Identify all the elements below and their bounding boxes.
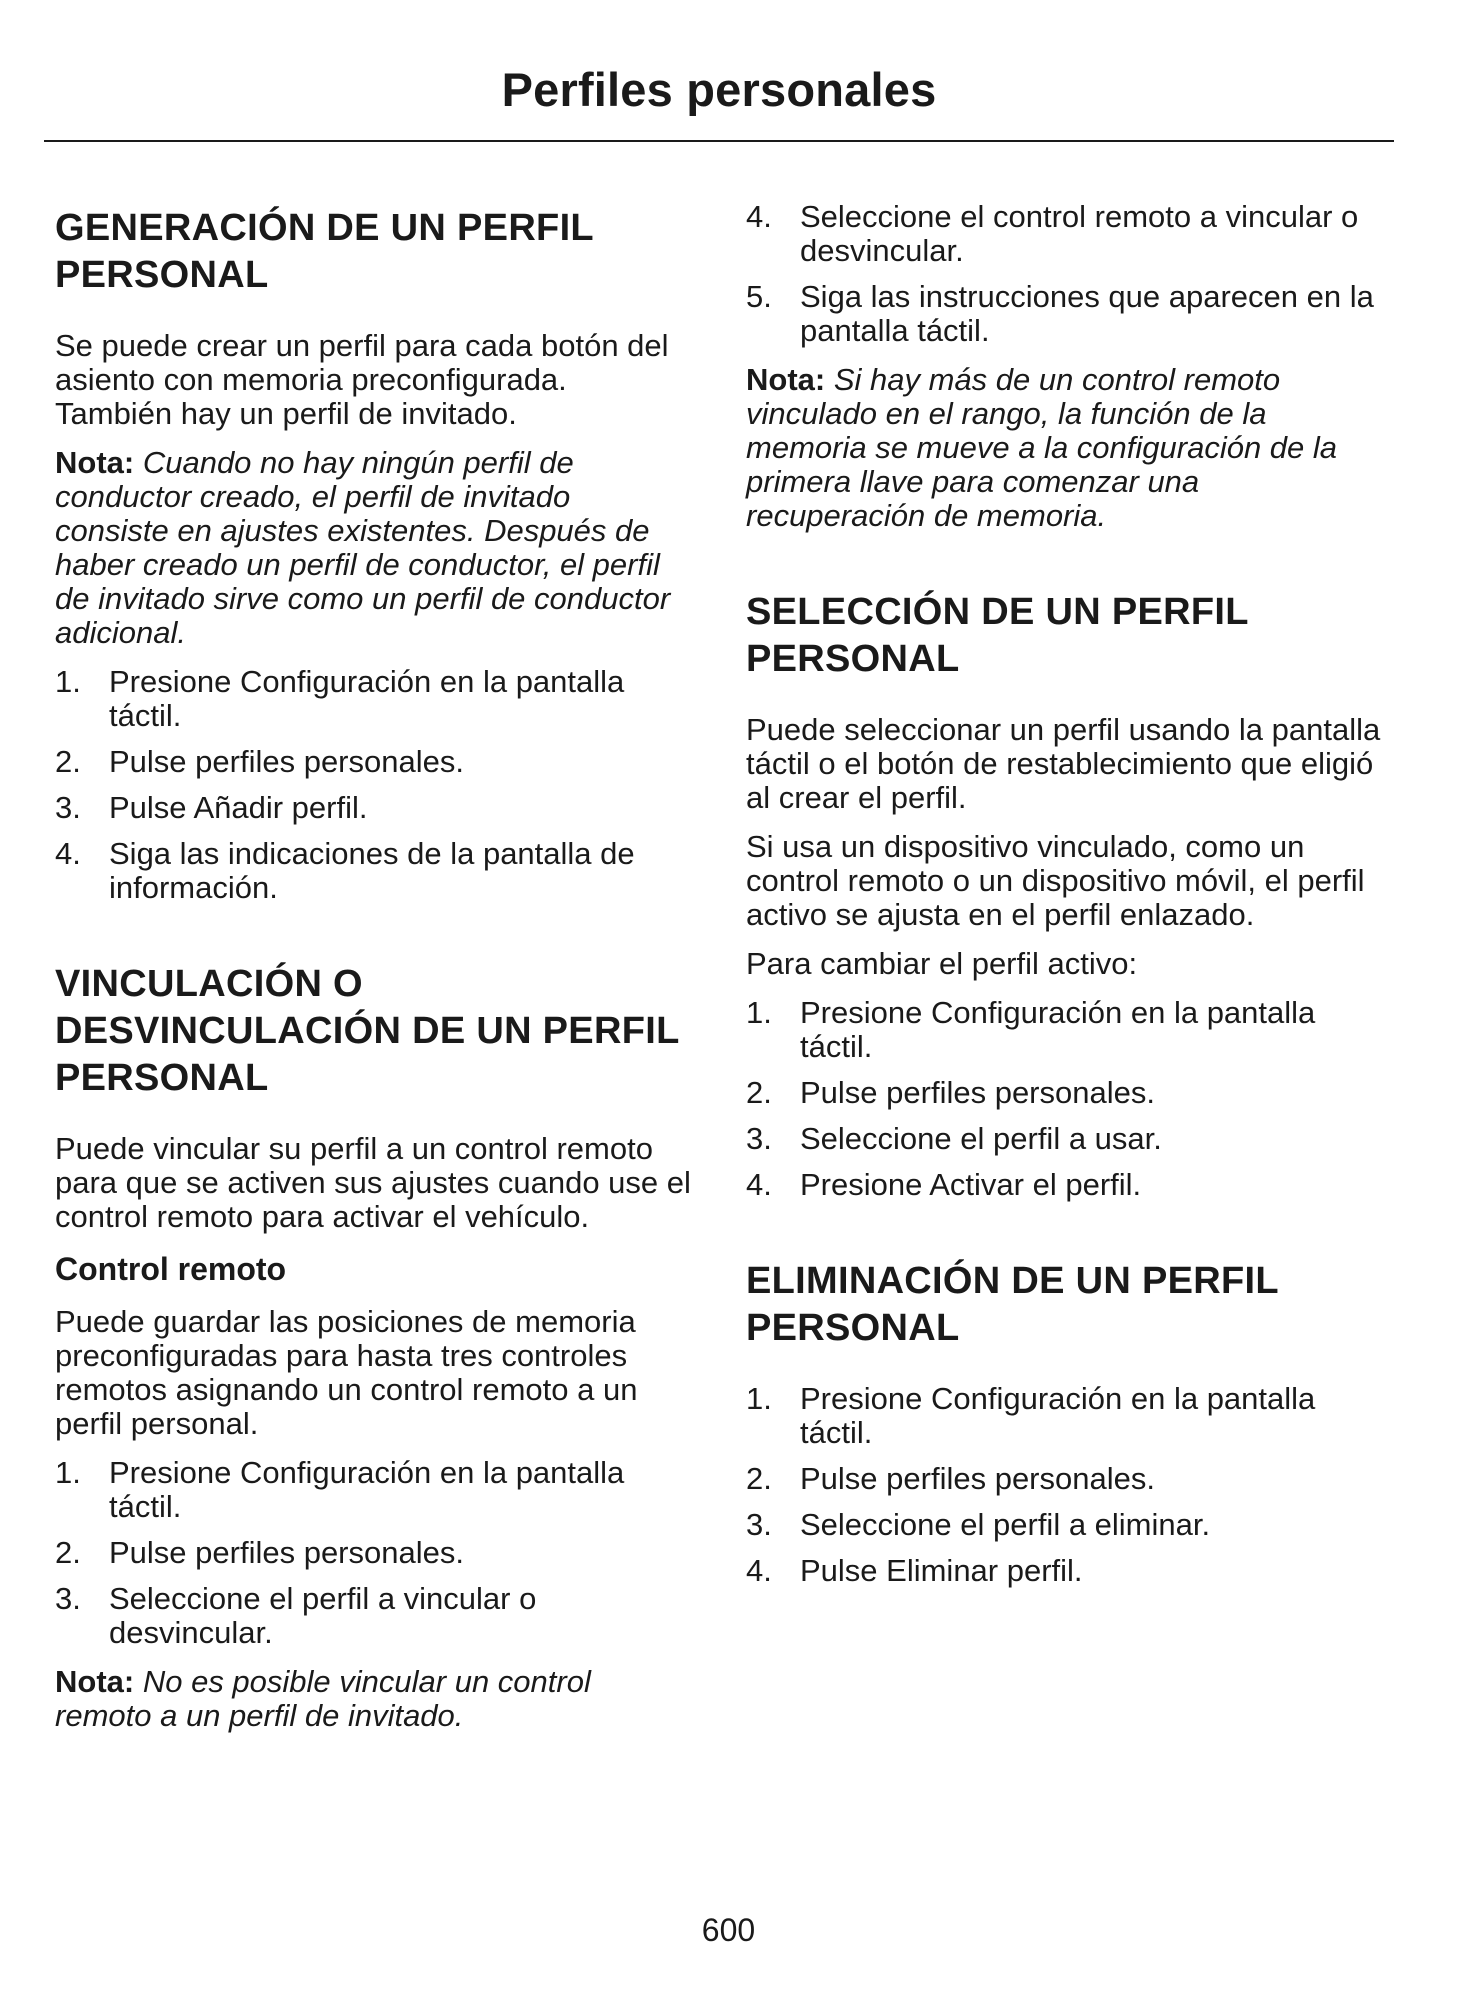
step-number: 2. bbox=[746, 1075, 772, 1110]
step-text: Presione Configuración en la pantalla táctil. bbox=[109, 664, 625, 733]
paragraph: Puede seleccionar un perfil usando la pantalla táctil o el botón de restablecimiento que eligió al crear el perfil. bbox=[746, 712, 1381, 815]
step-text: Pulse perfiles personales. bbox=[800, 1075, 1155, 1110]
paragraph: Para cambiar el perfil activo: bbox=[746, 946, 1138, 981]
step-number: 1. bbox=[55, 1455, 81, 1490]
steps-list bbox=[746, 200, 1386, 348]
step-text: Seleccione el perfil a usar. bbox=[800, 1121, 1162, 1156]
list-item bbox=[55, 791, 691, 825]
list-item bbox=[55, 1582, 691, 1650]
paragraph: Si usa un dispositivo vinculado, como un control remoto o un dispositivo móvil, el perfil activo se ajusta en el perfil enlazado. bbox=[746, 829, 1365, 932]
step-text: Seleccione el perfil a eliminar. bbox=[800, 1507, 1211, 1542]
step-number: 3. bbox=[55, 790, 81, 825]
list-item bbox=[746, 1168, 1386, 1202]
step-text: Pulse perfiles personales. bbox=[800, 1461, 1155, 1496]
section-continuation bbox=[746, 200, 1386, 533]
section-vinculacion bbox=[55, 961, 691, 1733]
right-column bbox=[746, 200, 1386, 1603]
note-label: Nota: bbox=[55, 445, 135, 480]
step-text: Siga las indicaciones de la pantalla de información. bbox=[109, 836, 635, 905]
note-text: Cuando no hay ningún perfil de conductor creado, el perfil de invitado consiste en ajustes existentes. Después de haber creado un perfil de conductor, el perfil de invitado sirve como un perfil de conductor adicional. bbox=[55, 445, 671, 650]
step-number: 4. bbox=[746, 1167, 772, 1202]
step-text: Seleccione el control remoto a vincular o desvincular. bbox=[800, 199, 1359, 268]
list-item bbox=[55, 1536, 691, 1570]
steps-list bbox=[746, 996, 1386, 1202]
page-header bbox=[44, 62, 1394, 142]
list-item bbox=[746, 280, 1386, 348]
note bbox=[55, 1665, 691, 1733]
step-text: Seleccione el perfil a vincular o desvincular. bbox=[109, 1581, 537, 1650]
list-item bbox=[746, 1122, 1386, 1156]
steps-list bbox=[55, 1456, 691, 1650]
list-item bbox=[746, 1076, 1386, 1110]
step-text: Presione Activar el perfil. bbox=[800, 1167, 1142, 1202]
subsection-heading: Control remoto bbox=[55, 1251, 287, 1287]
note-text: Si hay más de un control remoto vinculado en el rango, la función de la memoria se mueve a la configuración de la primera llave para comenzar una recuperación de memoria. bbox=[746, 362, 1338, 533]
step-text: Presione Configuración en la pantalla táctil. bbox=[800, 995, 1316, 1064]
section-eliminacion bbox=[746, 1258, 1386, 1588]
note bbox=[746, 363, 1386, 533]
paragraph: Se puede crear un perfil para cada botón del asiento con memoria preconfigurada. También hay un perfil de invitado. bbox=[55, 328, 669, 431]
list-item bbox=[746, 1462, 1386, 1496]
step-text: Pulse Añadir perfil. bbox=[109, 790, 368, 825]
section-heading: VINCULACIÓN O DESVINCULACIÓN DE UN PERFIL PERSONAL bbox=[55, 963, 679, 1099]
step-number: 2. bbox=[746, 1461, 772, 1496]
list-item bbox=[55, 745, 691, 779]
step-number: 3. bbox=[55, 1581, 81, 1616]
step-number: 4. bbox=[55, 836, 81, 871]
step-number: 3. bbox=[746, 1507, 772, 1542]
step-text: Pulse perfiles personales. bbox=[109, 1535, 464, 1570]
list-item bbox=[55, 665, 691, 733]
list-item bbox=[746, 1508, 1386, 1542]
step-text: Pulse Eliminar perfil. bbox=[800, 1553, 1083, 1588]
step-number: 4. bbox=[746, 1553, 772, 1588]
step-number: 2. bbox=[55, 744, 81, 779]
section-heading: SELECCIÓN DE UN PERFIL PERSONAL bbox=[746, 591, 1249, 680]
note-label: Nota: bbox=[746, 362, 826, 397]
step-text: Presione Configuración en la pantalla táctil. bbox=[800, 1381, 1316, 1450]
step-text: Presione Configuración en la pantalla táctil. bbox=[109, 1455, 625, 1524]
section-heading: ELIMINACIÓN DE UN PERFIL PERSONAL bbox=[746, 1260, 1279, 1349]
step-number: 1. bbox=[746, 995, 772, 1030]
paragraph: Puede guardar las posiciones de memoria preconfiguradas para hasta tres controles remotos asignando un control remoto a un perfil personal. bbox=[55, 1304, 638, 1441]
step-number: 3. bbox=[746, 1121, 772, 1156]
note bbox=[55, 446, 691, 650]
step-number: 1. bbox=[746, 1381, 772, 1416]
list-item bbox=[55, 1456, 691, 1524]
list-item bbox=[55, 837, 691, 905]
note-label: Nota: bbox=[55, 1664, 135, 1699]
section-heading: GENERACIÓN DE UN PERFIL PERSONAL bbox=[55, 207, 594, 296]
list-item bbox=[746, 1382, 1386, 1450]
paragraph: Puede vincular su perfil a un control remoto para que se activen sus ajustes cuando use el control remoto para activar el vehículo. bbox=[55, 1131, 691, 1234]
list-item bbox=[746, 1554, 1386, 1588]
step-number: 5. bbox=[746, 279, 772, 314]
step-text: Siga las instrucciones que aparecen en la pantalla táctil. bbox=[800, 279, 1374, 348]
left-column bbox=[55, 205, 691, 1748]
step-number: 1. bbox=[55, 664, 81, 699]
section-generacion bbox=[55, 205, 691, 905]
list-item bbox=[746, 200, 1386, 268]
steps-list bbox=[55, 665, 691, 905]
page-title: Perfiles personales bbox=[501, 63, 937, 116]
step-number: 4. bbox=[746, 199, 772, 234]
steps-list bbox=[746, 1382, 1386, 1588]
page-number: 600 bbox=[701, 1912, 756, 1948]
step-number: 2. bbox=[55, 1535, 81, 1570]
step-text: Pulse perfiles personales. bbox=[109, 744, 464, 779]
section-seleccion bbox=[746, 589, 1386, 1202]
list-item bbox=[746, 996, 1386, 1064]
note-text: No es posible vincular un control remoto a un perfil de invitado. bbox=[55, 1664, 591, 1733]
